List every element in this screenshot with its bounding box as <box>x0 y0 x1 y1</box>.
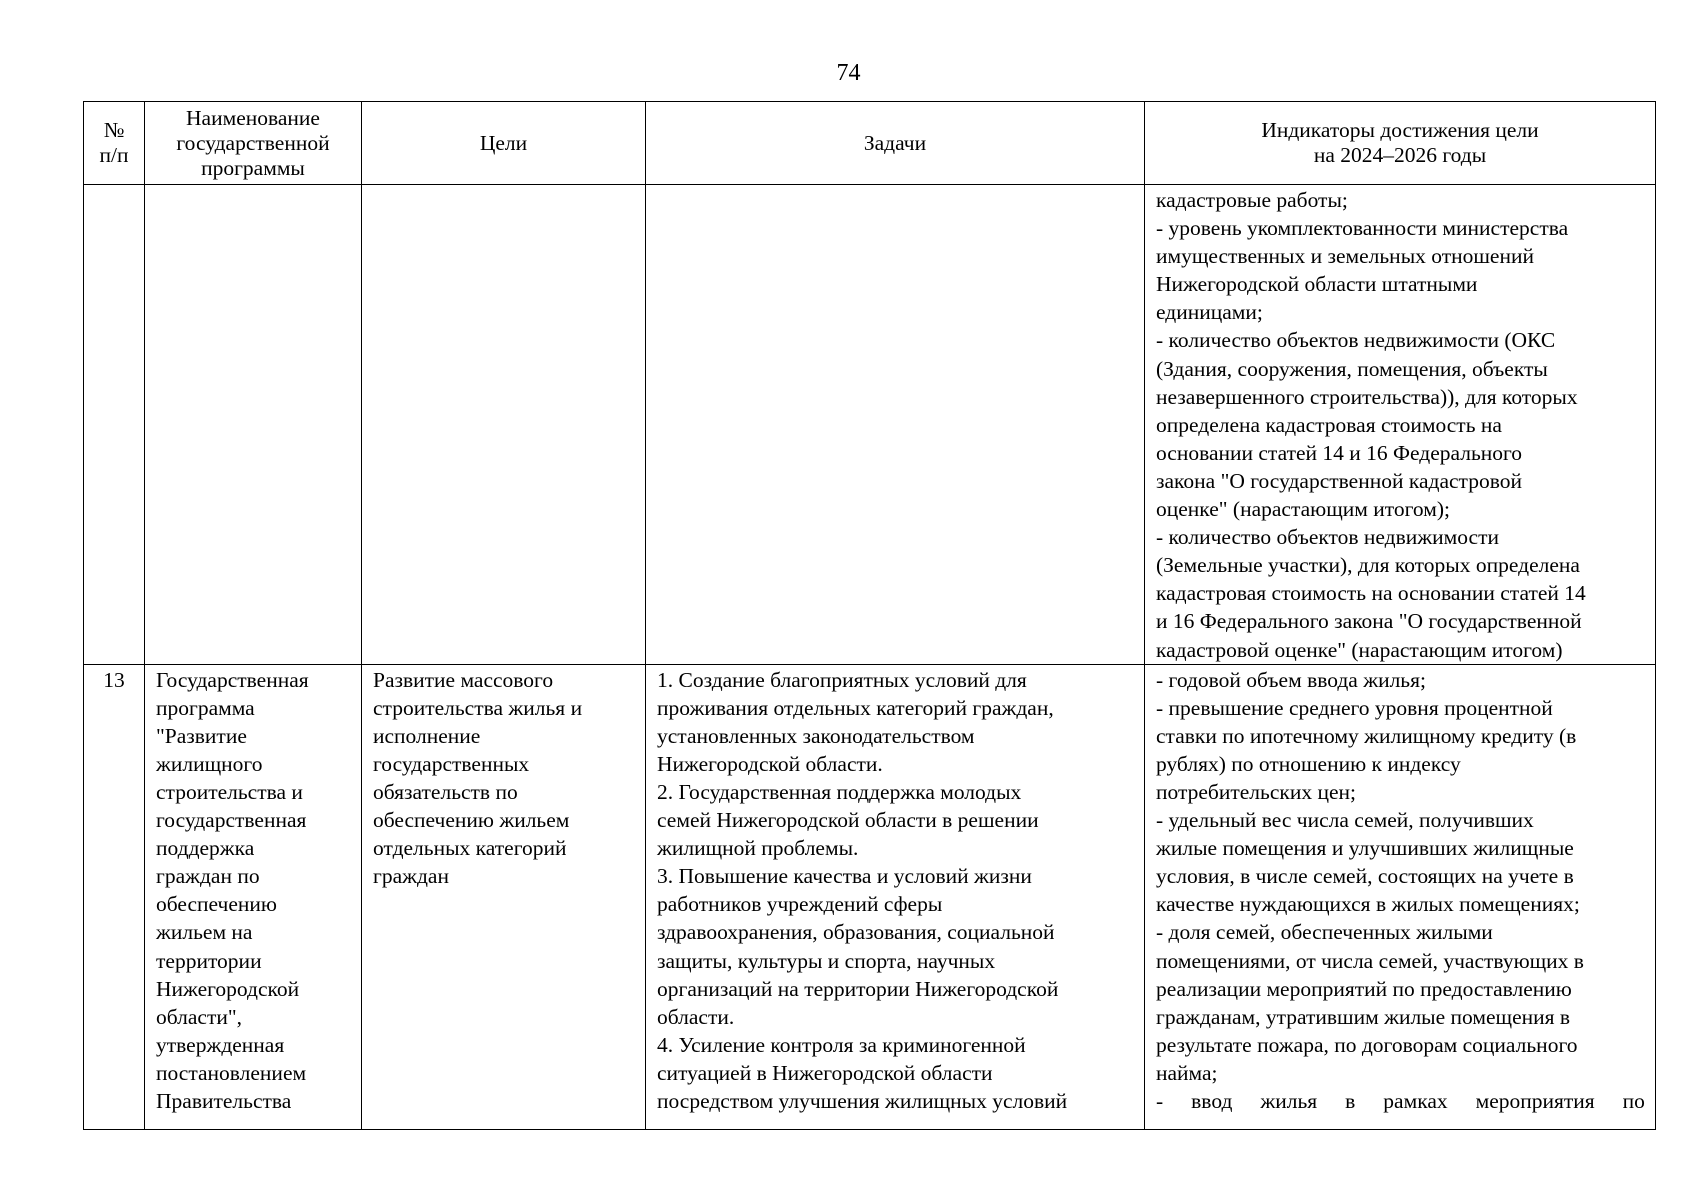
text-line: программа <box>156 695 255 720</box>
text-line: Нижегородской области. <box>657 751 883 776</box>
text-word: рамках <box>1383 1089 1448 1113</box>
cell-number: 13 <box>84 664 145 1129</box>
text-line: граждан по <box>156 864 260 889</box>
header-program-name: Наименование государственной программы <box>145 102 362 185</box>
text-line: Нижегородской области штатными <box>1156 272 1478 297</box>
text-line: - удельный вес числа семей, получивших <box>1156 808 1534 833</box>
text-line: области. <box>657 1004 735 1029</box>
text-line: и 16 Федерального закона "О государственной <box>1156 609 1582 634</box>
text-line: оценке" (нарастающим итогом); <box>1156 497 1450 522</box>
text-line: обеспечению <box>156 892 277 917</box>
text-line: установленных законодательством <box>657 723 975 748</box>
text-line: кадастровой оценке" (нарастающим итогом) <box>1156 637 1563 662</box>
text-line: 4. Усиление контроля за криминогенной <box>657 1032 1026 1057</box>
header-goals: Цели <box>362 102 646 185</box>
text-line: жилищной проблемы. <box>657 836 859 861</box>
text-line: "Развитие <box>156 723 247 748</box>
cell-goals-empty <box>362 185 646 665</box>
text-word: - <box>1156 1089 1164 1113</box>
indicators-justified-line <box>1156 1087 1645 1115</box>
text-line: жилищного <box>156 751 263 776</box>
cell-program-name <box>145 664 362 1129</box>
table-header-row <box>84 102 1656 185</box>
header-indicators: Индикаторы достижения цели на 2024–2026 годы <box>1145 102 1656 185</box>
text-line: государственных <box>373 751 530 776</box>
text-word: мероприятия <box>1475 1089 1595 1113</box>
text-line: помещениями, от числа семей, участвующих в <box>1156 948 1584 973</box>
text-line: государственная <box>156 808 307 833</box>
text-line: качестве нуждающихся в жилых помещениях; <box>1156 892 1580 917</box>
text-line: Развитие массового <box>373 667 554 692</box>
text-line: организаций на территории Нижегородской <box>657 976 1059 1001</box>
text-line: гражданам, утратившим жилые помещения в <box>1156 1004 1571 1029</box>
text-line: жилые помещения и улучшивших жилищные <box>1156 836 1574 861</box>
text-line: единицами; <box>1156 300 1263 325</box>
text-line: - годовой объем ввода жилья; <box>1156 667 1426 692</box>
text-line: граждан <box>373 864 449 889</box>
cell-tasks <box>646 664 1145 1129</box>
text-line: утвержденная <box>156 1032 285 1057</box>
cell-indicators <box>1145 185 1656 665</box>
text-line: поддержка <box>156 836 255 861</box>
text-line: (Земельные участки), для которых определена <box>1156 553 1580 578</box>
text-line: - доля семей, обеспеченных жилыми <box>1156 920 1493 945</box>
text-line: кадастровая стоимость на основании статей 14 <box>1156 581 1586 606</box>
text-word: жилья <box>1260 1089 1318 1113</box>
text-line: Государственная <box>156 667 309 692</box>
text-line: рублях) по отношению к индексу <box>1156 751 1461 776</box>
text-line: 1. Создание благоприятных условий для <box>657 667 1027 692</box>
text-word: ввод <box>1191 1089 1233 1113</box>
text-line: - количество объектов недвижимости <box>1156 525 1499 550</box>
text-word: в <box>1345 1089 1356 1113</box>
page-number: 74 <box>836 60 861 86</box>
text-line: (Здания, сооружения, помещения, объекты <box>1156 356 1548 381</box>
text-line: ситуацией в Нижегородской области <box>657 1060 993 1085</box>
text-line: посредством улучшения жилищных условий <box>657 1089 1068 1113</box>
text-line: закона "О государственной кадастровой <box>1156 468 1522 493</box>
text-line: жильем на <box>156 920 253 945</box>
text-line: Нижегородской <box>156 976 300 1001</box>
text-line: - превышение среднего уровня процентной <box>1156 695 1553 720</box>
text-line: отдельных категорий <box>373 836 567 861</box>
text-word: по <box>1622 1089 1645 1113</box>
text-line: - уровень укомплектованности министерства <box>1156 216 1569 241</box>
text-line: исполнение <box>373 723 481 748</box>
text-line: 2. Государственная поддержка молодых <box>657 779 1022 804</box>
text-line: работников учреждений сферы <box>657 892 943 917</box>
text-line: определена кадастровая стоимость на <box>1156 412 1502 437</box>
indicators-lines <box>1156 666 1645 1087</box>
text-line: постановлением <box>156 1060 307 1085</box>
text-line: Правительства <box>156 1089 292 1113</box>
text-line: незавершенного строительства)), для которых <box>1156 384 1578 409</box>
text-line: имущественных и земельных отношений <box>1156 244 1534 269</box>
cell-goals <box>362 664 646 1129</box>
cell-program-empty <box>145 185 362 665</box>
text-line: проживания отдельных категорий граждан, <box>657 695 1054 720</box>
cell-tasks-empty <box>646 185 1145 665</box>
text-line: найма; <box>1156 1060 1218 1085</box>
text-line: - количество объектов недвижимости (ОКС <box>1156 328 1556 353</box>
text-line: ставки по ипотечному жилищному кредиту (в <box>1156 723 1577 748</box>
text-line: результате пожара, по договорам социального <box>1156 1032 1578 1057</box>
text-line: семей Нижегородской области в решении <box>657 808 1039 833</box>
text-line: реализации мероприятий по предоставлению <box>1156 976 1572 1001</box>
programs-table <box>83 101 1656 1130</box>
text-line: строительства и <box>156 779 303 804</box>
text-line: территории <box>156 948 262 973</box>
text-line: обеспечению жильем <box>373 808 570 833</box>
text-line: кадастровые работы; <box>1156 188 1348 212</box>
text-line: строительства жилья и <box>373 695 583 720</box>
text-line: здравоохранения, образования, социальной <box>657 920 1055 945</box>
cell-number-empty <box>84 185 145 665</box>
text-line: потребительских цен; <box>1156 779 1356 804</box>
table-row-13 <box>84 664 1656 1129</box>
text-line: области", <box>156 1004 243 1029</box>
table-row-continued <box>84 185 1656 665</box>
text-line: условия, в числе семей, состоящих на учете в <box>1156 864 1574 889</box>
header-number: № п/п <box>84 102 145 185</box>
text-line: защиты, культуры и спорта, научных <box>657 948 996 973</box>
text-line: обязательств по <box>373 779 518 804</box>
text-line: основании статей 14 и 16 Федерального <box>1156 440 1523 465</box>
header-tasks: Задачи <box>646 102 1145 185</box>
cell-indicators <box>1145 664 1656 1129</box>
text-line: 3. Повышение качества и условий жизни <box>657 864 1032 889</box>
